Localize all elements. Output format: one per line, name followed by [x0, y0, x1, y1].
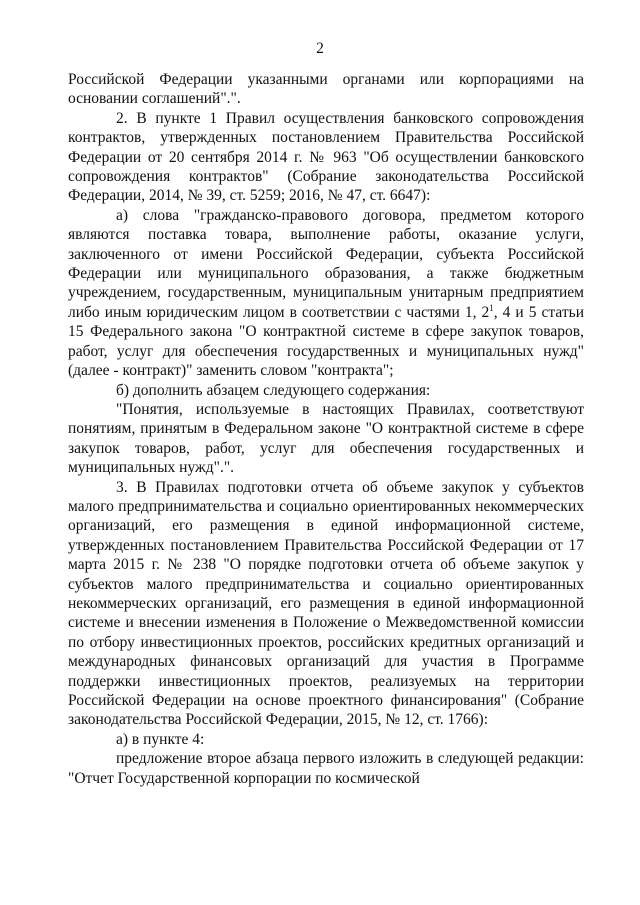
paragraph-item-2b: б) дополнить абзацем следующего содержания: [116, 381, 431, 399]
document-body [68, 70, 584, 788]
superscript-part-number: 1 [489, 302, 494, 313]
paragraph-item-2: 2. В пункте 1 Правил осуществления банковского сопровождения контрактов, утвержденных постановлением Правительства Российской Федерации от 20 сентября 2014 г. № 963 "Об осуществлении банковского сопровождения контрактов" (Собрание законодательства Российской Федерации, 2014, № 39, ст. 5259; 2016, № 47, ст. 6647): [68, 109, 584, 205]
page-number: 2 [316, 40, 324, 57]
paragraph-item-2a-text-start: а) слова "гражданско-правового договора, предметом которого являются поставка товара, выполнение работы, оказание услуги, заключенного от имени Российской Федерации, субъекта Российской Федерации или муниципального образования, а также бюджетным учреждением, государственным, муниципальным унитарным предприятием либо иным юридическим лицом в соответствии с частями 1, 2 [68, 206, 584, 321]
paragraph-item-3a-text: предложение второе абзаца первого изложить в следующей редакции: "Отчет Государственной корпорации по космической [68, 750, 584, 787]
paragraph-quote: "Понятия, используемые в настоящих Правилах, соответствуют понятиям, принятым в Федеральном законе "О контрактной системе в сфере закупок товаров, работ, услуг для обеспечения государственных и муниципальных нужд".". [68, 400, 584, 477]
paragraph-continuation: Российской Федерации указанными органами или корпорациями на основании соглашений".". [68, 71, 584, 108]
paragraph-item-3a: а) в пункте 4: [116, 730, 205, 748]
paragraph-item-3: 3. В Правилах подготовки отчета об объеме закупок у субъектов малого предпринимательства и социально ориентированных некоммерческих организаций, его размещения в единой информационной системе, утвержденных постановлением Правительства Российской Федерации от 17 марта 2015 г. № 238 "О порядке подготовки отчета об объеме закупок у субъектов малого предпринимательства и социально ориентированных некоммерческих организаций, его размещения в единой информационной системе и внесении изменения в Положение о Межведомственной комиссии по отбору инвестиционных проектов, российских кредитных организаций и международных финансовых организаций для участия в Программе поддержки инвестиционных проектов, реализуемых на территории Российской Федерации на основе проектного финансирования" (Собрание законодательства Российской Федерации, 2015, № 12, ст. 1766): [68, 478, 584, 729]
paragraph-item-2a-text-end: , 4 и 5 статьи 15 Федерального закона "О контрактной системе в сфере закупок товаров, работ, услуг для обеспечения государственных и муниципальных нужд" (далее - контракт)" заменить словом "контракта"; [68, 303, 584, 380]
paragraph-item-2a [68, 206, 584, 381]
